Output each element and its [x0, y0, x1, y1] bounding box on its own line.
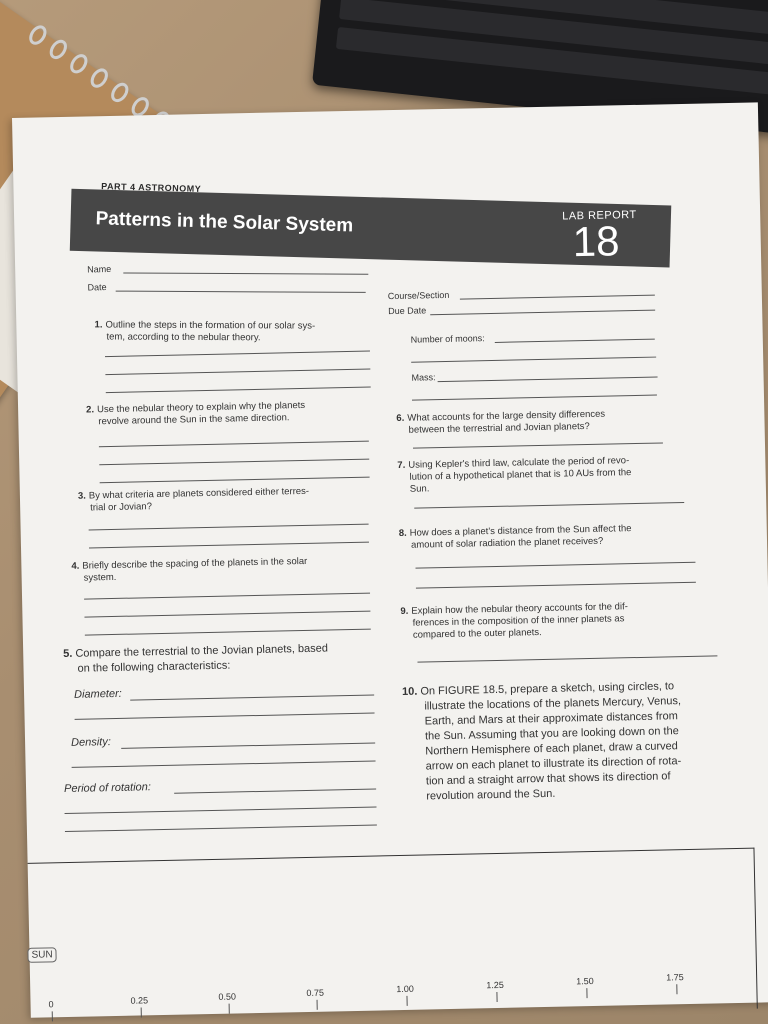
answer-line[interactable]: [105, 351, 370, 358]
answer-line[interactable]: [85, 629, 371, 636]
tick-label: 1.75: [666, 972, 684, 983]
tick-mark: [141, 1007, 142, 1017]
answer-line[interactable]: [414, 502, 684, 509]
answer-line[interactable]: [89, 542, 369, 549]
question-10: 10. On FIGURE 18.5, prepare a sketch, using circles, to illustrate the locations of the planets Mercury, Venus, Earth, and Mars at their approximate distances from the Sun. Assuming that you are looking down on the Northern Hemisphere of each planet, draw a curved arrow on each planet to illustrate its direction of rota- tion and a straight arrow that shows its direction of revolution around the Sun.: [401, 680, 682, 803]
tick-mark: [496, 992, 497, 1002]
tick-label: 1.50: [576, 976, 594, 987]
diameter-label: Diameter:: [73, 687, 122, 701]
course-line[interactable]: [460, 295, 655, 300]
tick-mark: [52, 1011, 53, 1021]
question-3: 3. By what criteria are planets considered either terres- trial or Jovian?: [77, 485, 310, 514]
answer-line[interactable]: [416, 582, 696, 589]
tick-label: 1.25: [486, 979, 504, 991]
answer-line[interactable]: [100, 477, 370, 484]
period-line[interactable]: [174, 789, 376, 794]
answer-line[interactable]: [99, 441, 369, 448]
mass-line[interactable]: [438, 377, 658, 383]
part-label: PART 4 ASTRONOMY: [101, 181, 202, 194]
sun-label: SUN: [27, 947, 56, 963]
density-line[interactable]: [121, 743, 375, 749]
question-7: 7. Using Kepler's third law, calculate the period of revo- lution of a hypothetical planet that is 10 AUs from the Sun.: [397, 455, 632, 495]
answer-line[interactable]: [65, 807, 377, 815]
answer-line[interactable]: [416, 562, 696, 569]
density-label: Density:: [70, 736, 111, 749]
answer-line[interactable]: [412, 395, 657, 401]
tick-mark: [317, 1000, 318, 1010]
question-8: 8. How does a planet's distance from the Sun affect the amount of solar radiation the planet receives?: [398, 523, 632, 551]
tick-label: 0: [48, 999, 54, 1010]
moons-line[interactable]: [495, 339, 655, 343]
page-title: Patterns in the Solar System: [95, 208, 354, 237]
due-date-line[interactable]: [430, 310, 655, 316]
tick-label: 1.00: [396, 983, 414, 995]
question-5: 5. Compare the terrestrial to the Jovian planets, based on the following characteristics:: [63, 642, 329, 675]
question-9: 9. Explain how the nebular theory accounts for the dif- ferences in the composition of the inner planets as compared to the outer planets.: [400, 601, 628, 641]
answer-line[interactable]: [84, 611, 370, 618]
mass-label: Mass:: [411, 372, 436, 383]
name-label: Name: [87, 263, 112, 275]
name-line[interactable]: [123, 272, 368, 274]
answer-line[interactable]: [65, 825, 377, 833]
tick-mark: [676, 984, 677, 994]
question-2: 2. Use the nebular theory to explain why the planets revolve around the Sun in the same direction.: [86, 399, 306, 428]
period-label: Period of rotation:: [63, 781, 152, 796]
date-line[interactable]: [116, 291, 366, 293]
answer-line[interactable]: [99, 459, 369, 466]
question-4: 4. Briefly describe the spacing of the planets in the solar system.: [71, 555, 308, 584]
answer-line[interactable]: [106, 387, 371, 394]
diameter-line[interactable]: [130, 695, 374, 701]
tick-mark: [406, 996, 407, 1006]
answer-line[interactable]: [84, 593, 370, 600]
question-6: 6. What accounts for the large density differences between the terrestrial and Jovian planets?: [396, 408, 606, 436]
lab-report-label: LAB REPORT: [562, 208, 637, 223]
answer-line[interactable]: [411, 357, 656, 363]
worksheet: [12, 102, 768, 1017]
tick-label: 0.75: [306, 987, 325, 999]
tick-label: 0.50: [218, 991, 237, 1002]
answer-line[interactable]: [89, 524, 369, 531]
moons-label: Number of moons:: [410, 333, 485, 345]
date-label: Date: [87, 282, 107, 293]
course-label: Course/Section: [387, 289, 450, 302]
answer-line[interactable]: [72, 761, 376, 768]
question-1: 1. Outline the steps in the formation of our solar sys- tem, according to the nebular theory.: [94, 319, 316, 344]
lab-number: 18: [572, 217, 620, 266]
due-date-label: Due Date: [388, 305, 427, 317]
tick-label: 0.25: [130, 995, 149, 1006]
answer-line[interactable]: [417, 655, 717, 662]
answer-line[interactable]: [75, 713, 375, 720]
answer-line[interactable]: [105, 369, 370, 376]
tick-mark: [586, 988, 587, 998]
answer-line[interactable]: [413, 442, 663, 448]
tick-mark: [229, 1004, 230, 1014]
